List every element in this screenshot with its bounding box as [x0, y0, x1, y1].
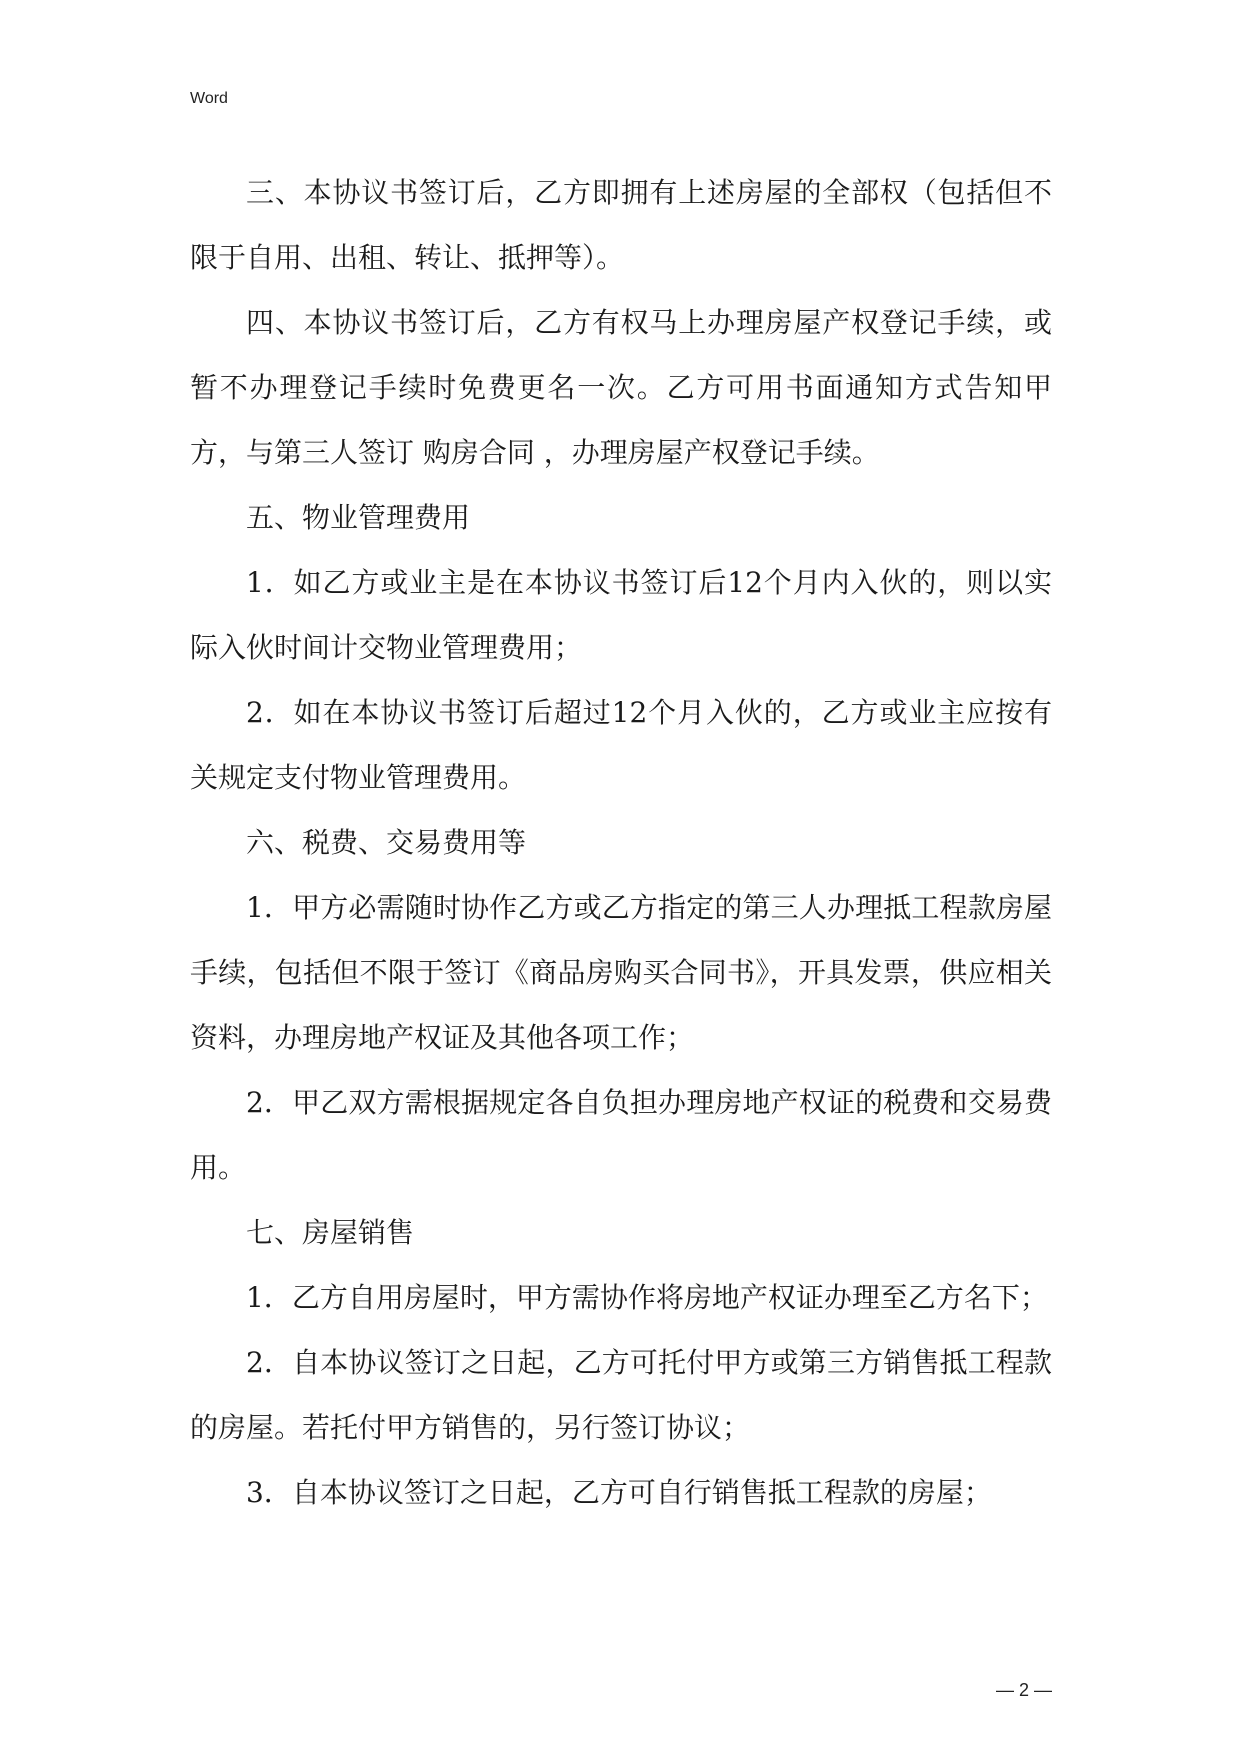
section-heading-property-fees: 五、物业管理费用 — [246, 501, 471, 534]
document-body — [190, 160, 1052, 1525]
paragraph-clause-4: 四、本协议书签订后，乙方有权马上办理房屋产权登记手续，或暂不办理登记手续时免费更名一次。乙方可用书面通知方式告知甲方，与第三人签订 购房合同 ，办理房屋产权登记手续。 — [190, 306, 1052, 469]
paragraph-sales-item-3: 3．自本协议签订之日起，乙方可自行销售抵工程款的房屋； — [246, 1476, 992, 1509]
paragraph-sales-item-1: 1．乙方自用房屋时，甲方需协作将房地产权证办理至乙方名下； — [246, 1281, 1048, 1314]
paragraph-fees-item-2: 2．如在本协议书签订后超过12个月入伙的，乙方或业主应按有关规定支付物业管理费用。 — [190, 696, 1052, 794]
paragraph-sales-item-2: 2．自本协议签订之日起，乙方可托付甲方或第三方销售抵工程款的房屋。若托付甲方销售的，另行签订协议； — [190, 1346, 1052, 1444]
paragraph-taxes-item-1: 1．甲方必需随时协作乙方或乙方指定的第三人办理抵工程款房屋手续，包括但不限于签订《商品房购买合同书》，开具发票，供应相关资料，办理房地产权证及其他各项工作； — [190, 891, 1052, 1054]
section-heading-sales: 七、房屋销售 — [246, 1216, 415, 1249]
page-number: — 2 — — [995, 1680, 1052, 1700]
paragraph-clause-3: 三、本协议书签订后，乙方即拥有上述房屋的全部权（包括但不限于自用、出租、转让、抵押等）。 — [190, 176, 1052, 274]
paragraph-fees-item-1: 1．如乙方或业主是在本协议书签订后12个月内入伙的，则以实际入伙时间计交物业管理费用； — [190, 566, 1052, 664]
header-label: Word — [190, 90, 228, 107]
section-heading-taxes: 六、税费、交易费用等 — [246, 826, 527, 859]
paragraph-taxes-item-2: 2．甲乙双方需根据规定各自负担办理房地产权证的税费和交易费用。 — [190, 1086, 1052, 1184]
